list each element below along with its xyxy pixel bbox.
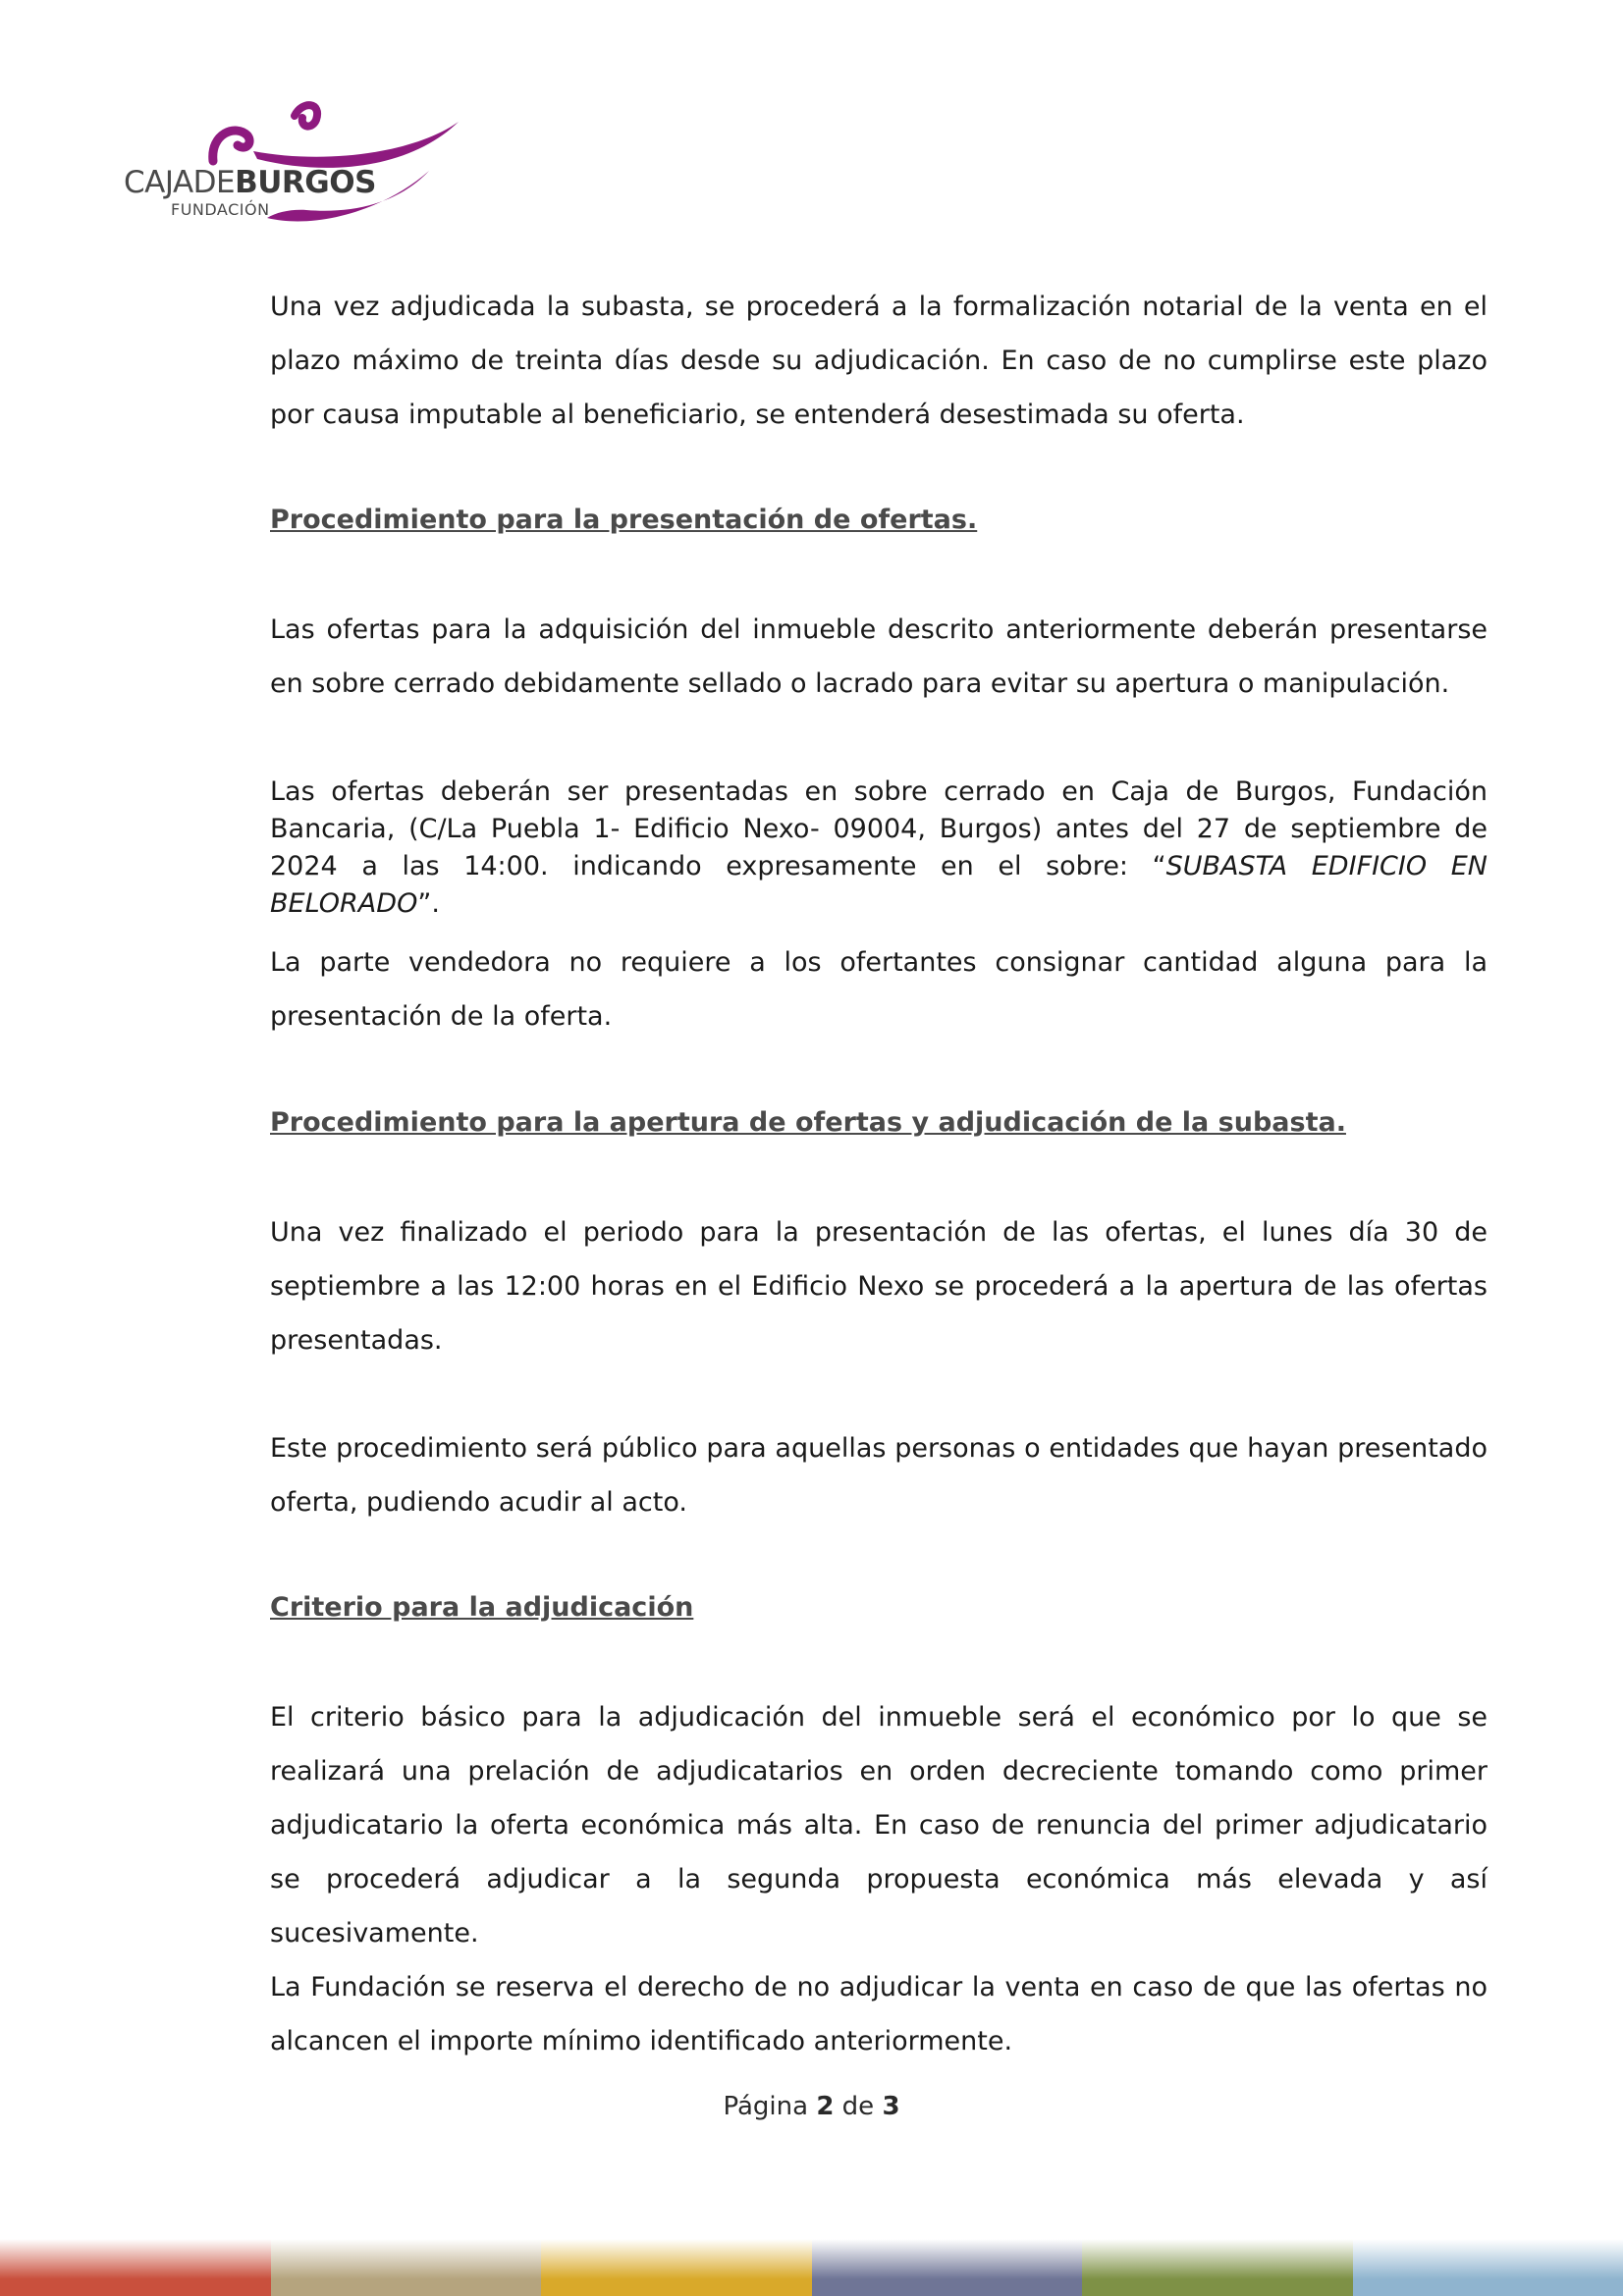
page-label: Página: [723, 2092, 809, 2121]
paragraph-consignacion: La parte vendedora no requiere a los ofertantes consignar cantidad alguna para la presentación de la oferta.: [270, 947, 1488, 1032]
heading-apertura-ofertas: Procedimiento para la apertura de ofertas y adjudicación de la subasta.: [270, 1107, 1346, 1138]
paragraph-publico: Este procedimiento será público para aquellas personas o entidades que hayan presentado oferta, pudiendo acudir al acto.: [270, 1433, 1488, 1518]
color-band-segment: [812, 2239, 1083, 2296]
page-of-label: de: [841, 2092, 875, 2121]
logo-brand-light: CAJADE: [124, 165, 236, 200]
page-footer: [0, 2092, 1623, 2121]
logo-subtitle: FUNDACIÓN: [171, 200, 270, 219]
paragraph-lugar-presentacion: [270, 774, 1488, 923]
paragraph-apertura: Una vez finalizado el periodo para la presentación de las ofertas, el lunes día 30 de septiembre a las 12:00 horas en el Edificio Nexo se procederá a la apertura de las ofertas presentadas.: [270, 1217, 1488, 1356]
color-band-segment: [271, 2239, 542, 2296]
paragraph-lugar-text: Las ofertas deberán ser presentadas en sobre cerrado en Caja de Burgos, Fundación Bancaria, (C/La Puebla 1- Edificio Nexo- 09004, Burgos) antes del 27 de septiembre de 2024 a las 14:00. indicando expresamente en el sobre: “: [270, 776, 1488, 881]
footer-color-band: [0, 2239, 1623, 2296]
logo-brand-bold: BURGOS: [235, 165, 376, 200]
caja-burgos-logo: [120, 94, 473, 232]
color-band-segment: [0, 2239, 271, 2296]
paragraph-lugar-end: ”.: [417, 888, 440, 919]
paragraph-sobre-cerrado: Las ofertas para la adquisición del inmueble descrito anteriormente deberán presentarse en sobre cerrado debidamente sellado o lacrado para evitar su apertura o manipulación.: [270, 614, 1488, 699]
page-total: 3: [882, 2092, 900, 2121]
logo-wordmark: [124, 165, 376, 200]
paragraph-reserva: La Fundación se reserva el derecho de no adjudicar la venta en caso de que las ofertas no alcancen el importe mínimo identificado anteriormente.: [270, 1972, 1488, 2056]
color-band-segment: [1082, 2239, 1353, 2296]
page-number: 2: [816, 2092, 835, 2121]
paragraph-criterio: El criterio básico para la adjudicación del inmueble será el económico por lo que se realizará una prelación de adjudicatarios en orden decreciente tomando como primer adjudicatario la oferta económica más alta. En caso de renuncia del primer adjudicatario se procederá adjudicar a la segunda propuesta económica más elevada y así sucesivamente.: [270, 1702, 1488, 1949]
color-band-segment: [541, 2239, 812, 2296]
heading-criterio: Criterio para la adjudicación: [270, 1592, 694, 1623]
color-band-segment: [1353, 2239, 1623, 2296]
heading-presentacion-ofertas: Procedimiento para la presentación de ofertas.: [270, 505, 978, 535]
paragraph-formalizacion: Una vez adjudicada la subasta, se procederá a la formalización notarial de la venta en el plazo máximo de treinta días desde su adjudicación. En caso de no cumplirse este plazo por causa imputable al beneficiario, se entenderá desestimada su oferta.: [270, 292, 1488, 430]
paragraph-lugar-subject: SUBASTA EDIFICIO EN BELORADO: [270, 851, 1488, 919]
